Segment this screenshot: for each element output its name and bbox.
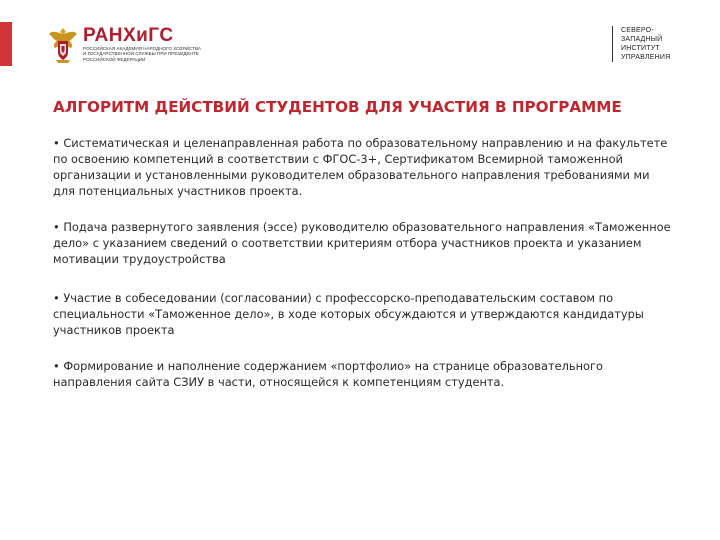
institute-line: ИНСТИТУТ: [621, 45, 660, 52]
ranepa-logo: [48, 22, 201, 66]
bullet-item: • Формирование и наполнение содержанием «портфолио» на странице образовательного направления сайта СЗИУ в части, относящейся к компетенциям студента.: [53, 359, 603, 389]
institute-line: УПРАВЛЕНИЯ: [621, 54, 671, 61]
eagle-emblem-icon: [48, 24, 78, 64]
institute-line: ЗАПАДНЫЙ: [621, 36, 663, 43]
logo-wordmark: РАНХиГС: [83, 24, 174, 46]
bullet-list: [53, 135, 673, 410]
institute-line: СЕВЕРО-: [621, 27, 654, 34]
accent-bar: [0, 22, 12, 66]
institute-name: [612, 26, 670, 62]
logo-subtitle: РОССИЙСКАЯ АКАДЕМИЯ НАРОДНОГО ХОЗЯЙСТВА И ГОСУДАРСТВЕННОЙ СЛУЖБЫ ПРИ ПРЕЗИДЕНТЕ РОССИЙСКОЙ ФЕДЕРАЦИИ: [83, 45, 201, 62]
slide-title: АЛГОРИТМ ДЕЙСТВИЙ СТУДЕНТОВ ДЛЯ УЧАСТИЯ В ПРОГРАММЕ: [53, 98, 622, 116]
bullet-item: • Подача развернутого заявления (эссе) руководителю образовательного направления «Таможенное дело» с указанием сведений о соответствии критериям отбора участников проекта и указанием мотивации трудоустройства: [53, 220, 671, 266]
bullet-item: • Участие в собеседовании (согласовании) с профессорско-преподавательским составом по специальности «Таможенное дело», в ходе которых обсуждаются и утверждаются кандидатуры участников проекта: [53, 291, 644, 337]
bullet-item: • Систематическая и целенаправленная работа по образовательному направлению и на факультете по освоению компетенций в соответствии с ФГОС-3+, Сертификатом Всемирной таможенной организации и установленными руководителем образовательного направления требованиями ми для потенциальных участников проекта.: [53, 136, 668, 198]
